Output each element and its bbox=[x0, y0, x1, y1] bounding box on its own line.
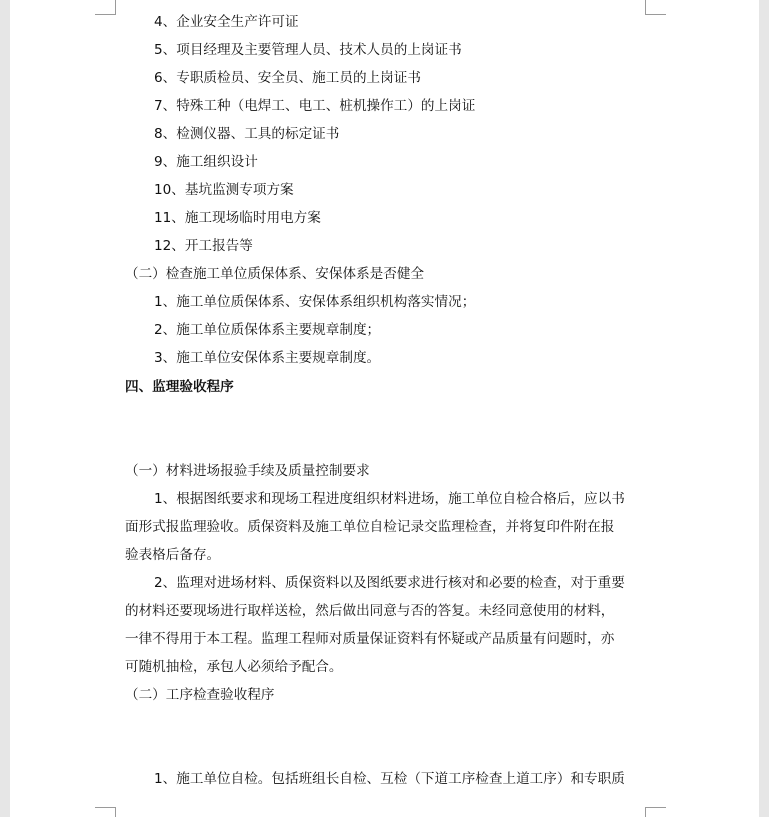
list-item: 10、基坑监测专项方案 bbox=[154, 182, 294, 198]
crop-mark-bottom-left bbox=[95, 807, 116, 808]
paragraph-line: 一律不得用于本工程。监理工程师对质量保证资料有怀疑或产品质量有问题时，亦 bbox=[125, 631, 615, 647]
list-item: 4、企业安全生产许可证 bbox=[154, 14, 299, 30]
subsection-heading: （一）材料进场报验手续及质量控制要求 bbox=[125, 463, 370, 479]
subsection-heading: （二）检查施工单位质保体系、安保体系是否健全 bbox=[125, 266, 425, 282]
crop-mark-top-right bbox=[645, 0, 646, 14]
crop-mark-top-left bbox=[95, 14, 116, 15]
list-item: 1、施工单位质保体系、安保体系组织机构落实情况； bbox=[154, 294, 476, 310]
list-item: 2、施工单位质保体系主要规章制度； bbox=[154, 322, 381, 338]
paragraph-line: 2、监理对进场材料、质保资料以及图纸要求进行核对和必要的检查，对于重要 bbox=[154, 575, 625, 591]
paragraph-line: 验表格后备存。 bbox=[125, 547, 221, 563]
list-item: 5、项目经理及主要管理人员、技术人员的上岗证书 bbox=[154, 42, 462, 58]
page-gutter-left bbox=[0, 0, 10, 817]
paragraph-line: 面形式报监理验收。质保资料及施工单位自检记录交监理检查，并将复印件附在报 bbox=[125, 519, 615, 535]
section-heading: 四、监理验收程序 bbox=[125, 379, 234, 395]
paragraph-line: 1、施工单位自检。包括班组长自检、互检（下道工序检查上道工序）和专职质 bbox=[154, 771, 625, 787]
list-item: 11、施工现场临时用电方案 bbox=[154, 210, 321, 226]
crop-mark-bottom-left bbox=[115, 807, 116, 817]
list-item: 9、施工组织设计 bbox=[154, 154, 258, 170]
crop-mark-bottom-right bbox=[645, 807, 666, 808]
crop-mark-bottom-right bbox=[645, 807, 646, 817]
page-gutter-right bbox=[759, 0, 769, 817]
list-item: 3、施工单位安保体系主要规章制度。 bbox=[154, 350, 381, 366]
crop-mark-top-left bbox=[115, 0, 116, 14]
paragraph-line: 可随机抽检，承包人必须给予配合。 bbox=[125, 659, 343, 675]
paragraph-line: 的材料还要现场进行取样送检，然后做出同意与否的答复。未经同意使用的材料， bbox=[125, 603, 615, 619]
list-item: 7、特殊工种（电焊工、电工、桩机操作工）的上岗证 bbox=[154, 98, 476, 114]
paragraph-line: 1、根据图纸要求和现场工程进度组织材料进场，施工单位自检合格后，应以书 bbox=[154, 491, 625, 507]
document-page bbox=[10, 0, 759, 817]
crop-mark-top-right bbox=[645, 14, 666, 15]
list-item: 12、开工报告等 bbox=[154, 238, 253, 254]
subsection-heading: （二）工序检查验收程序 bbox=[125, 687, 275, 703]
list-item: 8、检测仪器、工具的标定证书 bbox=[154, 126, 340, 142]
list-item: 6、专职质检员、安全员、施工员的上岗证书 bbox=[154, 70, 421, 86]
